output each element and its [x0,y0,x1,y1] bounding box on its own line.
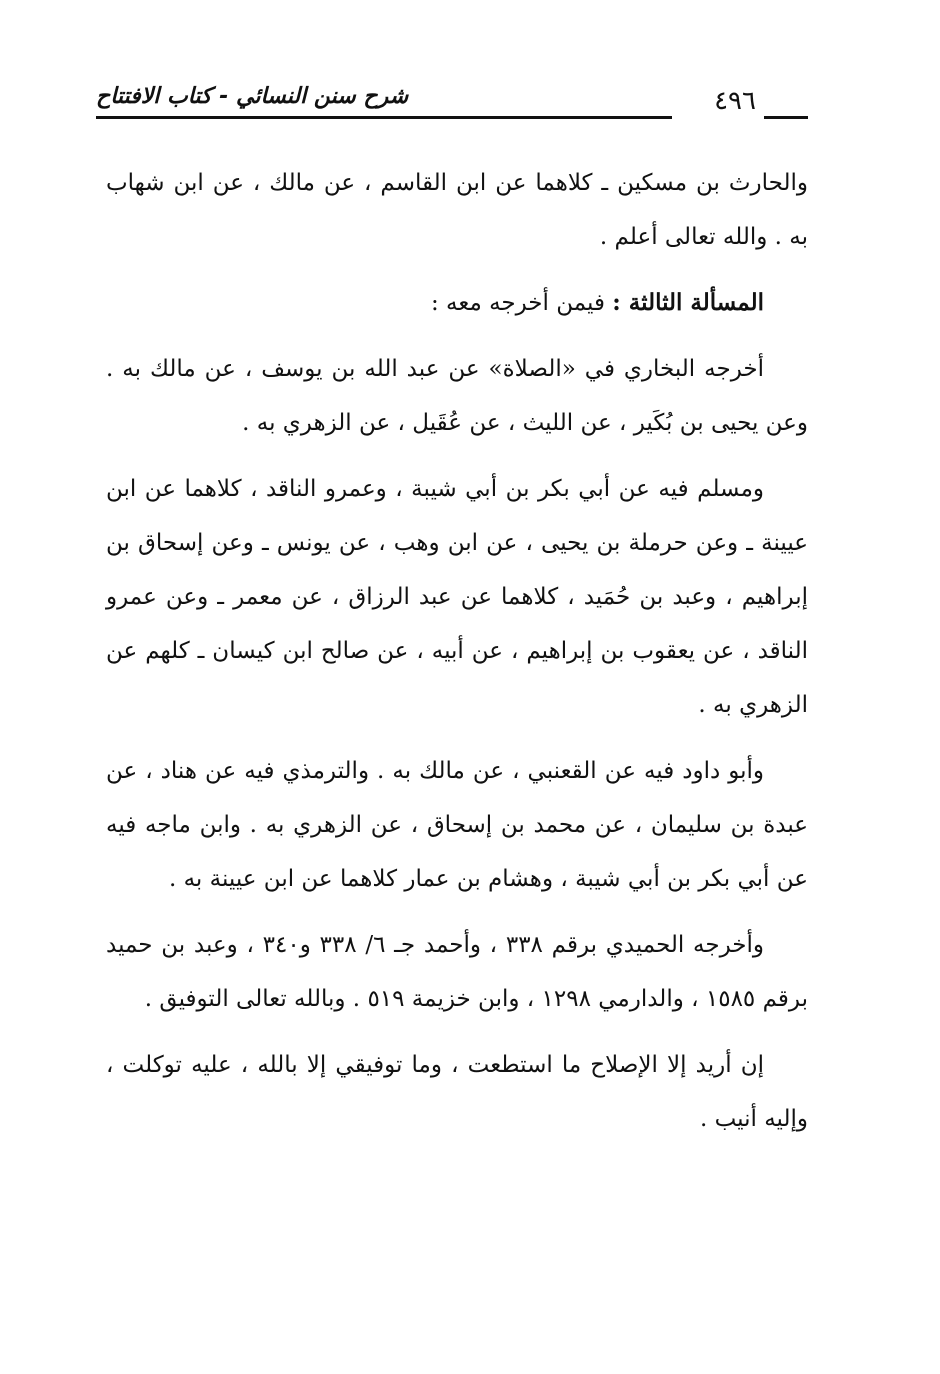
paragraph-7-text: إن أريد إلا الإصلاح ما استطعت ، وما توفيقي إلا بالله ، عليه توكلت ، وإليه أنيب . [106,1052,808,1132]
paragraph-3 [106,342,808,450]
header-title [96,82,666,112]
paragraph-3-text: أخرجه البخاري في «الصلاة» عن عبد الله بن يوسف ، عن مالك به . وعن يحيى بن بُكَير ، عن الليث ، عن عُقَيل ، عن الزهري به . [106,356,808,436]
header-title-text: شرح سنن النسائي - كتاب الافتتاح [96,84,409,109]
page-body [106,156,808,1146]
paragraph-7 [106,1038,808,1146]
section-heading: المسألة الثالثة : [612,289,764,316]
page-number: ٤٩٦ [714,86,756,116]
paragraph-5-text: وأبو داود فيه عن القعنبي ، عن مالك به . والترمذي فيه عن هناد ، عن عبدة بن سليمان ، عن محمد بن إسحاق ، عن الزهري به . وابن ماجه فيه عن أبي بكر بن أبي شيبة ، وهشام بن عمار كلاهما عن ابن عيينة به . [106,758,808,892]
paragraph-6-text: وأخرجه الحميدي برقم ٣٣٨ ، وأحمد جـ ٦/ ٣٣٨ و٣٤٠ ، وعبد بن حميد برقم ١٥٨٥ ، والدارمي ١٢٩٨ ، وابن خزيمة ٥١٩ . وبالله تعالى التوفيق . [106,932,808,1012]
paragraph-5 [106,744,808,906]
paragraph-4 [106,462,808,732]
page-number-rule [764,116,808,119]
paragraph-6 [106,918,808,1026]
header-rule [96,116,672,119]
paragraph-4-text: ومسلم فيه عن أبي بكر بن أبي شيبة ، وعمرو الناقد ، كلاهما عن ابن عيينة ـ وعن حرملة بن يحيى ، عن ابن وهب ، عن يونس ـ وعن إسحاق بن إبراهيم ، وعبد بن حُمَيد ، كلاهما عن عبد الرزاق ، عن معمر ـ وعن عمرو الناقد ، عن يعقوب بن إبراهيم ، عن أبيه ، عن صالح ابن كيسان ـ كلهم عن الزهري به . [106,476,808,718]
paragraph-2-text: فيمن أخرجه معه : [430,290,605,316]
paragraph-1-text: والحارث بن مسكين ـ كلاهما عن ابن القاسم ، عن مالك ، عن ابن شهاب به . والله تعالى أعلم . [106,170,808,250]
running-header [96,78,808,130]
paragraph-1 [106,156,808,264]
paragraph-2 [106,276,808,330]
